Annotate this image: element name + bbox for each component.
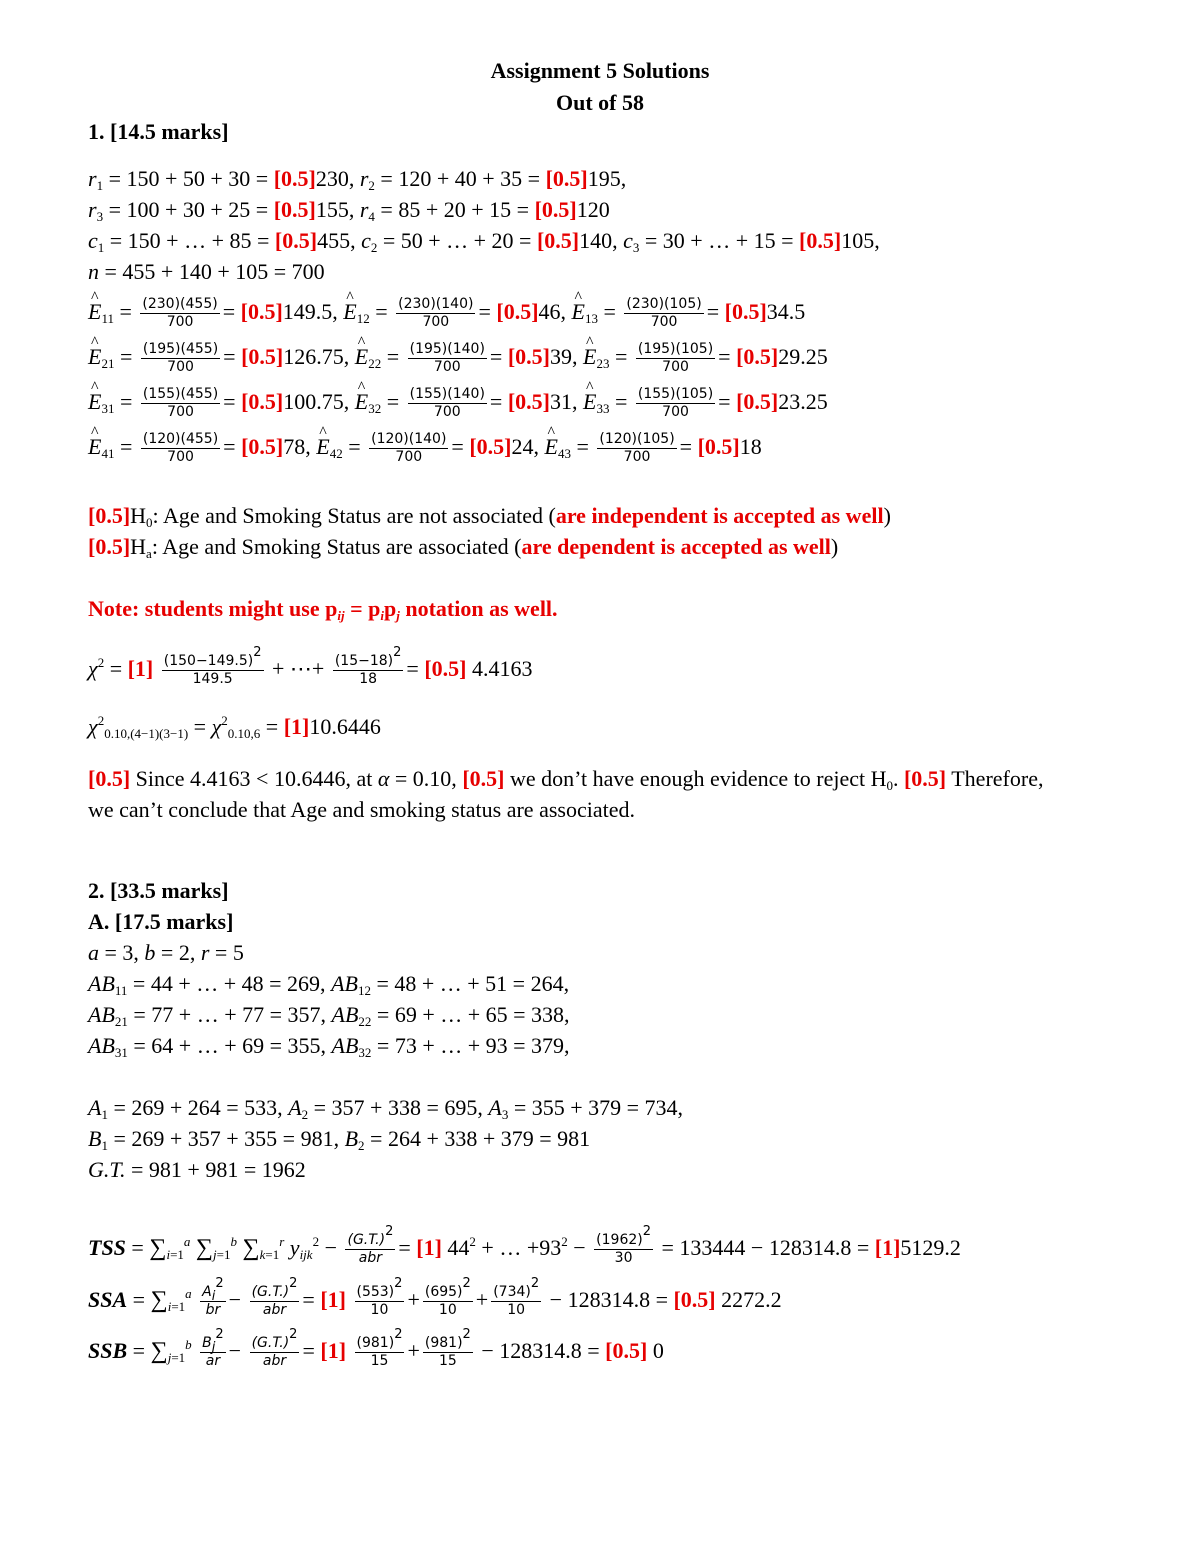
column-totals-line: $c_1 = 150$ + … + 85 = [0.5]455, $c_2 = 50$ + … + 20 = [0.5]140, $c_3 = 30$ + … + 15 = [0.5]105, (88, 228, 880, 255)
cell-totals-row-2: $AB_{21} = 77$ + … + 77 = 357, $AB_{22} = 69$ + … + 65 = 338, (88, 1002, 570, 1029)
fraction: $\frac{(120)(105)}{700}$ (599, 431, 675, 466)
row-totals-line-1: $r_1 = 150 + 50 + 30 = [0.5]230$, $r_2 = 120 + 40 + 35 = [0.5]195$, (88, 166, 627, 193)
fraction: $\frac{B_j^2}{ar}$ (202, 1327, 224, 1370)
fraction: $\frac{(695)^2}{10}$ (424, 1276, 471, 1319)
fraction: $\frac{(734)^2}{10}$ (493, 1276, 540, 1319)
tss-formula: TSS = $\sum_{i=1}^a$ $\sum_{j=1}^b$ $\sum_{k=1}^r$ $y_{ijk}^2$ − $\frac{(G.T.)^2}{\text{abr}}$ = [1] $44^2$ + … $+93^2$ − $\frac{(1962)^2}{30}$ = 133444 − 128314.8 = [1]5129.2 (88, 1224, 961, 1267)
expected-row-4: ^ $E_{41}$ = $\frac{(120)(455)}{700}$ = [0.5]78, ^ $E_{42}$ = $\frac{(120)(140)}{700}$ = [0.5]24, ^ $E_{43}$ = $\frac{(120)(105)}{700}$ = [0.5]18 (88, 427, 762, 467)
fraction: $\frac{(230)(455)}{700}$ (142, 296, 218, 331)
fraction: $\frac{(195)(140)}{700}$ (409, 341, 485, 376)
fraction: $\frac{(981)^2}{15}$ (424, 1327, 471, 1370)
design-params: a = 3, b = 2, r = 5 (88, 940, 244, 965)
factor-a-totals: $A_1 = 269 + 264 = 533$, $A_2 = 357 + 338 = 695$, $A_3 = 355 + 379 = 734$, (88, 1095, 684, 1122)
expected-row-2: ^ $E_{21}$ = $\frac{(195)(455)}{700}$ = [0.5]126.75, ^ $E_{22}$ = $\frac{(195)(140)}{700}$ = [0.5]39, ^ $E_{23}$ = $\frac{(195)(105)}{700}$ = [0.5]29.25 (88, 337, 828, 377)
fraction: $\frac{(195)(105)}{700}$ (637, 341, 714, 376)
fraction: $\frac{(150-149.5)^2}{149.5}$ (163, 645, 262, 688)
fraction: $\frac{(553)^2}{10}$ (356, 1276, 403, 1319)
fraction: $\frac{(981)^2}{15}$ (356, 1327, 403, 1370)
fraction: $\frac{(15-18)^2}{18}$ (334, 645, 402, 688)
cell-totals-row-1: $AB_{11} = 44$ + … + 48 = 269, $AB_{12} = 48$ + … + 51 = 264, (88, 971, 570, 998)
chi-square-statistic: $\chi^2 = [1]$ $\frac{(150-149.5)^2}{149.5}$ + ⋯+ $\frac{(15-18)^2}{18}$ = [0.5] 4.4163 (88, 645, 533, 688)
row-totals-line-2: $r_3 = 100 + 30 + 25 = [0.5]155$, $r_4 = 85 + 20 + 15 = [0.5]120$ (88, 197, 610, 224)
fraction: $\frac{A_i^2}{br}$ (202, 1276, 224, 1319)
fraction: $\frac{(155)(140)}{700}$ (409, 386, 485, 421)
fraction: $\frac{(155)(105)}{700}$ (637, 386, 714, 421)
critical-value: $\chi^2_{0.10,(4-1)(3-1)} = \chi^2_{0.10,6} = [1]10.6446$ (88, 713, 381, 741)
factor-b-totals: $B_1 = 269 + 357 + 355 = 981$, $B_2 = 264 + 338 + 379 = 981$ (88, 1126, 591, 1153)
fraction: $\frac{(155)(455)}{700}$ (142, 386, 219, 421)
part-a-heading: A. [17.5 marks] (88, 909, 234, 934)
fraction: $\frac{(120)(455)}{700}$ (142, 431, 219, 466)
grand-total-line: n = 455 + 140 + 105 = 700 (88, 259, 325, 284)
fraction: $\frac{(230)(105)}{700}$ (626, 296, 702, 331)
conclusion-line-1: [0.5] Since 4.4163 < 10.6446, at α = 0.10, [0.5] we don’t have enough evidence to reject $H_0$. [0.5] Therefore, (88, 766, 1044, 793)
fraction: $\frac{(195)(455)}{700}$ (142, 341, 219, 376)
fraction: $\frac{(230)(140)}{700}$ (398, 296, 474, 331)
fraction: $\frac{(G.T.)^2}{\text{abr}}$ (251, 1327, 298, 1370)
alternative-hypothesis: $[0.5]H_a$: Age and Smoking Status are associated (are dependent is accepted as well) (88, 534, 839, 561)
null-hypothesis: $[0.5]H_0$: Age and Smoking Status are not associated (are independent is accepted as well) (88, 503, 891, 530)
expected-row-3: ^ $E_{31}$ = $\frac{(155)(455)}{700}$ = [0.5]100.75, ^ $E_{32}$ = $\frac{(155)(140)}{700}$ = [0.5]31, ^ $E_{33}$ = $\frac{(155)(105)}{700}$ = [0.5]23.25 (88, 382, 828, 422)
fraction: $\frac{(1962)^2}{30}$ (596, 1224, 652, 1267)
fraction: $\frac{(120)(140)}{700}$ (371, 431, 447, 466)
notation-note: Note: students might use $p_{ij} = p_ip_j$ notation as well. (88, 596, 558, 623)
page-subtitle: Out of 58 (556, 90, 644, 115)
ssa-formula: SSA = $\sum_{i=1}^a$ $\frac{A_i^2}{br}$ − $\frac{(G.T.)^2}{\text{abr}}$ = [1] $\frac{(553)^2}{10}$ + $\frac{(695)^2}{10}$ + $\frac{(734)^2}{10}$ − 128314.8 = [0.5] 2272.2 (88, 1276, 782, 1319)
page-title: Assignment 5 Solutions (490, 58, 710, 83)
ssb-formula: SSB = $\sum_{j=1}^b$ $\frac{B_j^2}{ar}$ − $\frac{(G.T.)^2}{\text{abr}}$ = [1] $\frac{(981)^2}{15}$ + $\frac{(981)^2}{15}$ − 128314.8 = [0.5] 0 (88, 1327, 664, 1370)
question-1-heading: 1. [14.5 marks] (88, 119, 229, 144)
cell-totals-row-3: $AB_{31} = 64$ + … + 69 = 355, $AB_{32} = 73$ + … + 93 = 379, (88, 1033, 570, 1060)
expected-row-1: ^ $E_{11}$ = $\frac{(230)(455)}{700}$ = [0.5]149.5, ^ $E_{12}$ = $\frac{(230)(140)}{700}$ = [0.5]46, ^ $E_{13}$ = $\frac{(230)(105)}{700}$ = [0.5]34.5 (88, 292, 805, 332)
grand-total: G.T. = 981 + 981 = 1962 (88, 1157, 306, 1182)
conclusion-line-2: we can’t conclude that Age and smoking status are associated. (88, 797, 635, 822)
fraction: $\frac{(G.T.)^2}{\text{abr}}$ (347, 1224, 394, 1267)
fraction: $\frac{(G.T.)^2}{\text{abr}}$ (251, 1276, 298, 1319)
question-2-heading: 2. [33.5 marks] (88, 878, 229, 903)
